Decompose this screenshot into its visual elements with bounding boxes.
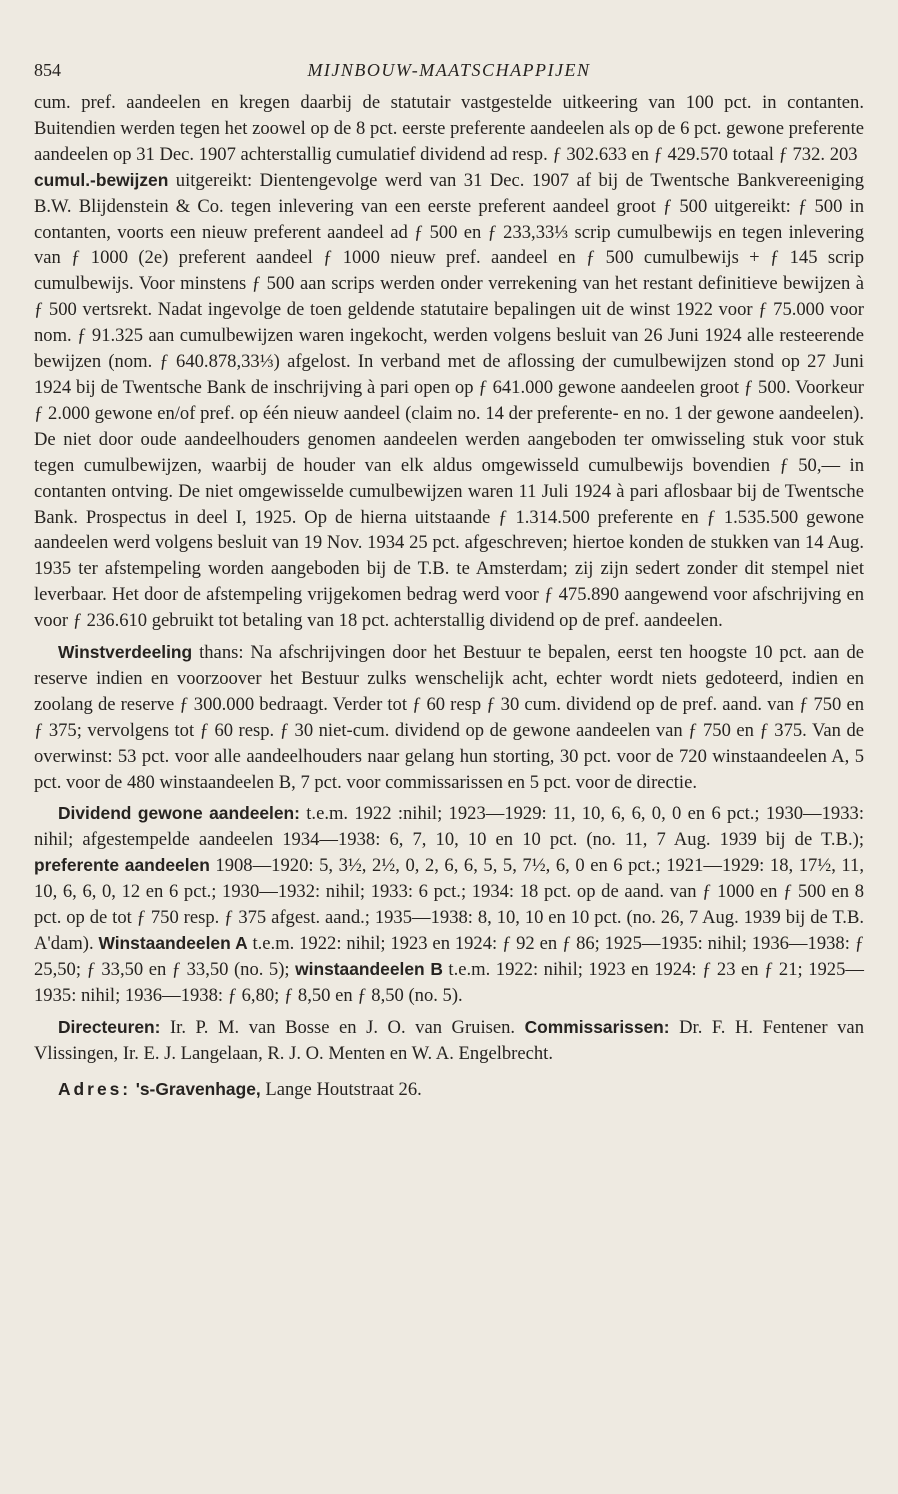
dividend-label: Dividend gewone aandeelen: bbox=[58, 803, 300, 824]
winstaandeelen-a-label: Winstaandeelen A bbox=[98, 933, 248, 953]
history-text-2: uitgereikt: Dientengevolge werd van 31 Dec. 1907 af bij de Twentsche Bankvereeniging B.W. Blijdenstein & Co. tegen inlevering van een eerste preferent aandeel groot ƒ 500 uitgereikt: ƒ 500 in contanten, voorts een nieuw preferent aandeel ad ƒ 500 en ƒ 233,33⅓ scrip cumulbewijs en tegen inlevering van ƒ 1000 (2e) preferent aandeel ƒ 1000 nieuw pref. aandeel en ƒ 500 cumulbewijs + ƒ 145 scrip cumulbewijs. Voor minstens ƒ 500 aan scrips werden onder verrekening van het restant definitieve bewijzen à ƒ 500 vertsrekt. Nadat ingevolge de toen geldende statutaire bepalingen uit de winst 1922 voor ƒ 75.000 voor nom. ƒ 91.325 aan cumulbewijzen waren ingekocht, werden volgens besluit van 26 Juni 1924 alle resteerende bewijzen (nom. ƒ 640.878,33⅓) afgelost. In verband met de aflossing der cumulbewijzen stond op 27 Juni 1924 bij de Twentsche Bank de inschrijving à pari open op ƒ 641.000 gewone aandeelen groot ƒ 500. Voorkeur ƒ 2.000 gewone en/of pref. op één nieuw aandeel (claim no. 14 der preferente- en no. 1 der gewone aandeelen). De niet door oude aandeelhouders genomen aandeelen werden aangeboden ter omwisseling stuk voor stuk tegen cumulbewijzen, waarbij de houder van elk aldus omgewisseld cumulbewijs bovendien ƒ 50,— in contanten ontving. De niet omgewisselde cumulbewijzen waren 11 Juli 1924 à pari aflosbaar bij de Twentsche Bank. Prospectus in deel I, 1925. Op de hierna uitstaande ƒ 1.314.500 preferente en ƒ 1.535.500 gewone aandeelen werd volgens besluit van 19 Nov. 1934 25 pct. afgeschreven; hiertoe konden de stukken van 14 Aug. 1935 ter afstempeling worden aangeboden bij de T.B. te Amsterdam; zij zijn sedert zonder dit stempel niet leverbaar. Het door de afstempeling vrijgekomen bedrag werd voor ƒ 475.890 aangewend voor afschrijving en voor ƒ 236.610 gebruikt tot betaling van 18 pct. achterstallig dividend op de pref. aandeelen. bbox=[34, 169, 864, 632]
address-city: 's-Gravenhage, bbox=[135, 1078, 261, 1099]
winstverdeeling-text: thans: Na afschrijvingen door het Bestuur te bepalen, eerst ten hoogste 10 pct. aan de reserve indien en voorzoover het Bestuur zulks wenschelijk acht, echter wordt niets gedoteerd, indien en zoolang de reserve ƒ 300.000 bedraagt. Verder tot ƒ 60 resp ƒ 30 cum. dividend op de pref. aand. van ƒ 750 en ƒ 375; vervolgens tot ƒ 60 resp. ƒ 30 niet-cum. dividend op de gewone aandeelen van ƒ 750 en ƒ 375. Van de overwinst: 53 pct. voor alle aandeelhouders naar gelang hun storting, 30 pct. voor de 720 winstaandeelen A, 5 pct. voor de 480 winstaandeelen B, 7 pct. voor commissarissen en 5 pct. voor de directie. bbox=[34, 642, 864, 793]
dividend-text-1: t.e.m. 1922 :nihil; 1923—1929: 11, 10, 6, 6, 0, 0 en 6 pct.; 1930—1933: nihil; afgestempelde aandeelen 1934—1938: 6, 7, 10, 10 en 10 pct. (no. 11, 7 Aug. 1939 bij de T.B.); bbox=[34, 803, 864, 851]
commissarissen-label: Commissarissen: bbox=[524, 1016, 670, 1037]
dividend-text-2: 1908—1920: 5, 3½, 2½, 0, 2, 6, 6, 5, 5, 7½, 6, 0 en 6 pct.; 1921—1929: 18, 17½, 11, 10, 6, 6, 0, 12 en 6 pct.; 1930—1932: nihil; 1933: 6 pct.; 1934: 18 pct. op de aand. van ƒ 1000 en ƒ 500 en 8 pct. op de tot ƒ 750 resp. ƒ 375 afgest. aand.; 1935—1938: 8, 10, 10 en 10 pct. (no. 26, 7 Aug. 1939 bij de T.B. A'dam). bbox=[34, 855, 864, 954]
address-paragraph bbox=[34, 1077, 864, 1103]
dividend-text-4: t.e.m. 1922: nihil; 1923 en 1924: ƒ 23 en ƒ 21; 1925—1935: nihil; 1936—1938: ƒ 6,80; ƒ 8,50 en ƒ 8,50 (no. 5). bbox=[34, 958, 864, 1006]
running-head bbox=[34, 56, 864, 90]
body-text bbox=[34, 90, 864, 1102]
preferente-aandeelen-label: preferente aandeelen bbox=[34, 855, 210, 876]
winstverdeeling-label: Winstverdeeling bbox=[58, 642, 193, 663]
commissarissen-text: Dr. F. H. Fentener van Vlissingen, Ir. E. J. Langelaan, R. J. O. Menten en W. A. Engelbrecht. bbox=[34, 1016, 864, 1064]
address-label: Adres: bbox=[58, 1078, 132, 1099]
term-cumul-bewijzen: cumul.-bewijzen bbox=[34, 169, 169, 190]
history-paragraph bbox=[34, 90, 864, 634]
winstverdeeling-paragraph bbox=[34, 640, 864, 795]
dividend-paragraph bbox=[34, 801, 864, 1008]
directeuren-label: Directeuren: bbox=[58, 1016, 161, 1037]
winstaandeelen-b-label: winstaandeelen B bbox=[295, 958, 443, 979]
management-paragraph bbox=[34, 1015, 864, 1067]
history-text-1: cum. pref. aandeelen en kregen daarbij de statutair vastgestelde uitkeering van 100 pct. in contanten. Buitendien werden tegen het zoowel op de 8 pct. eerste preferente aandeelen als op de 6 pct. gewone preferente aandeelen op 31 Dec. 1907 achterstallig cumulatief dividend ad resp. ƒ 302.633 en ƒ 429.570 totaal ƒ 732. 203 bbox=[34, 92, 864, 165]
page-number: 854 bbox=[34, 60, 61, 80]
dividend-text-3: t.e.m. 1922: nihil; 1923 en 1924: ƒ 92 en ƒ 86; 1925—1935: nihil; 1936—1938: ƒ 25,50; ƒ 33,50 en ƒ 33,50 (no. 5); bbox=[34, 933, 865, 980]
directeuren-text: Ir. P. M. van Bosse en J. O. van Gruisen. bbox=[160, 1016, 525, 1038]
running-title: MIJNBOUW-MAATSCHAPPIJEN bbox=[307, 60, 591, 80]
address-street: Lange Houtstraat 26. bbox=[260, 1078, 422, 1100]
